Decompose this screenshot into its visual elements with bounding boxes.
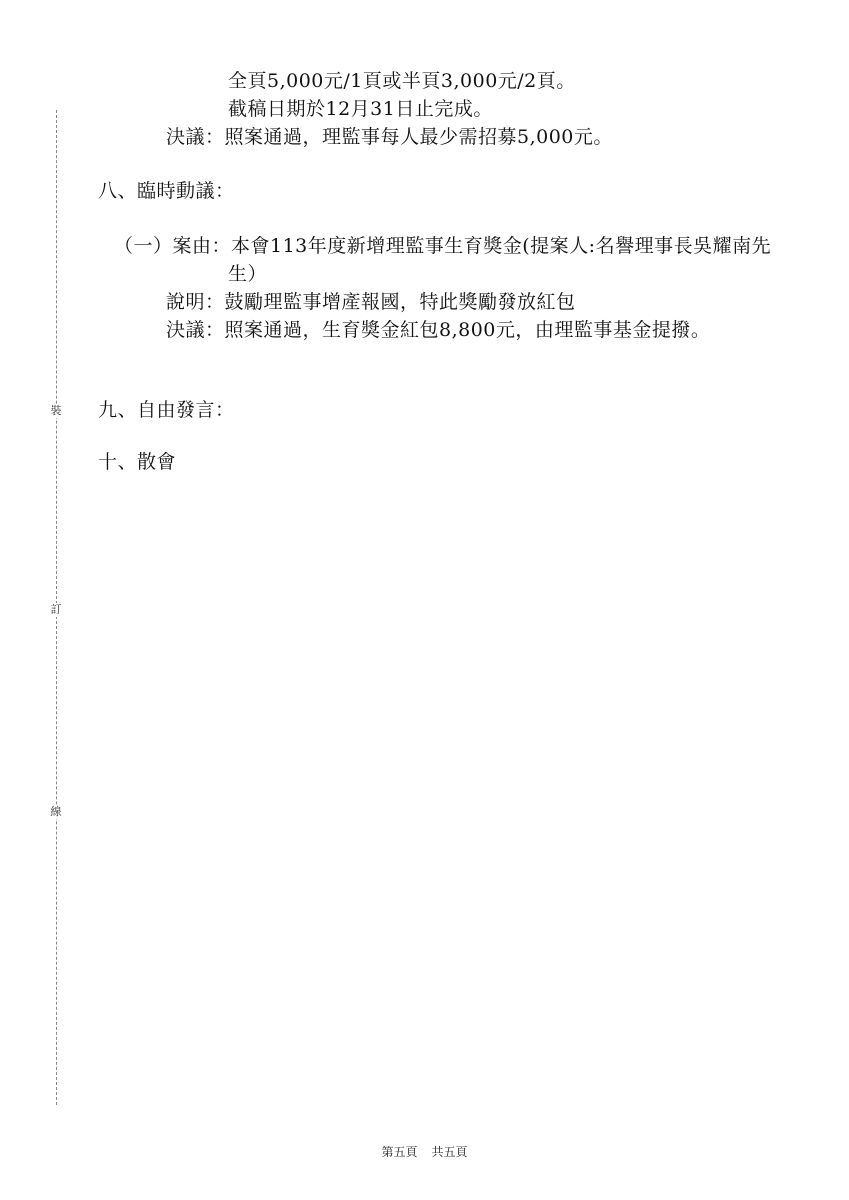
motion-1-resolution: 決議：照案通過，生育獎金紅包8,800元，由理監事基金提撥。 [166,319,711,341]
motion-1-case: （一）案由：本會113年度新增理監事生育獎金(提案人:名譽理事長吳耀南先 [114,235,772,257]
section-8-heading: 八、臨時動議： [98,180,235,202]
binding-char-ding: 訂 [48,603,64,617]
page-number-current: 第五頁 [381,1145,418,1159]
binding-char-zhuang: 裝 [48,404,64,418]
continuation-line-2: 截稿日期於12月31日止完成。 [228,98,493,120]
motion-1-explanation: 說明：鼓勵理監事增產報國，特此獎勵發放紅包 [166,291,576,313]
page-footer [0,1143,849,1160]
page-number-total: 共五頁 [431,1145,468,1159]
motion-1-case-continued: 生） [228,263,268,285]
section-10-heading: 十、散會 [98,451,177,473]
section-9-heading: 九、自由發言： [98,399,235,421]
previous-resolution: 決議：照案通過，理監事每人最少需招募5,000元。 [166,126,613,148]
binding-char-xian: 線 [48,805,64,819]
continuation-line-1: 全頁5,000元/1頁或半頁3,000元/2頁。 [228,70,576,92]
